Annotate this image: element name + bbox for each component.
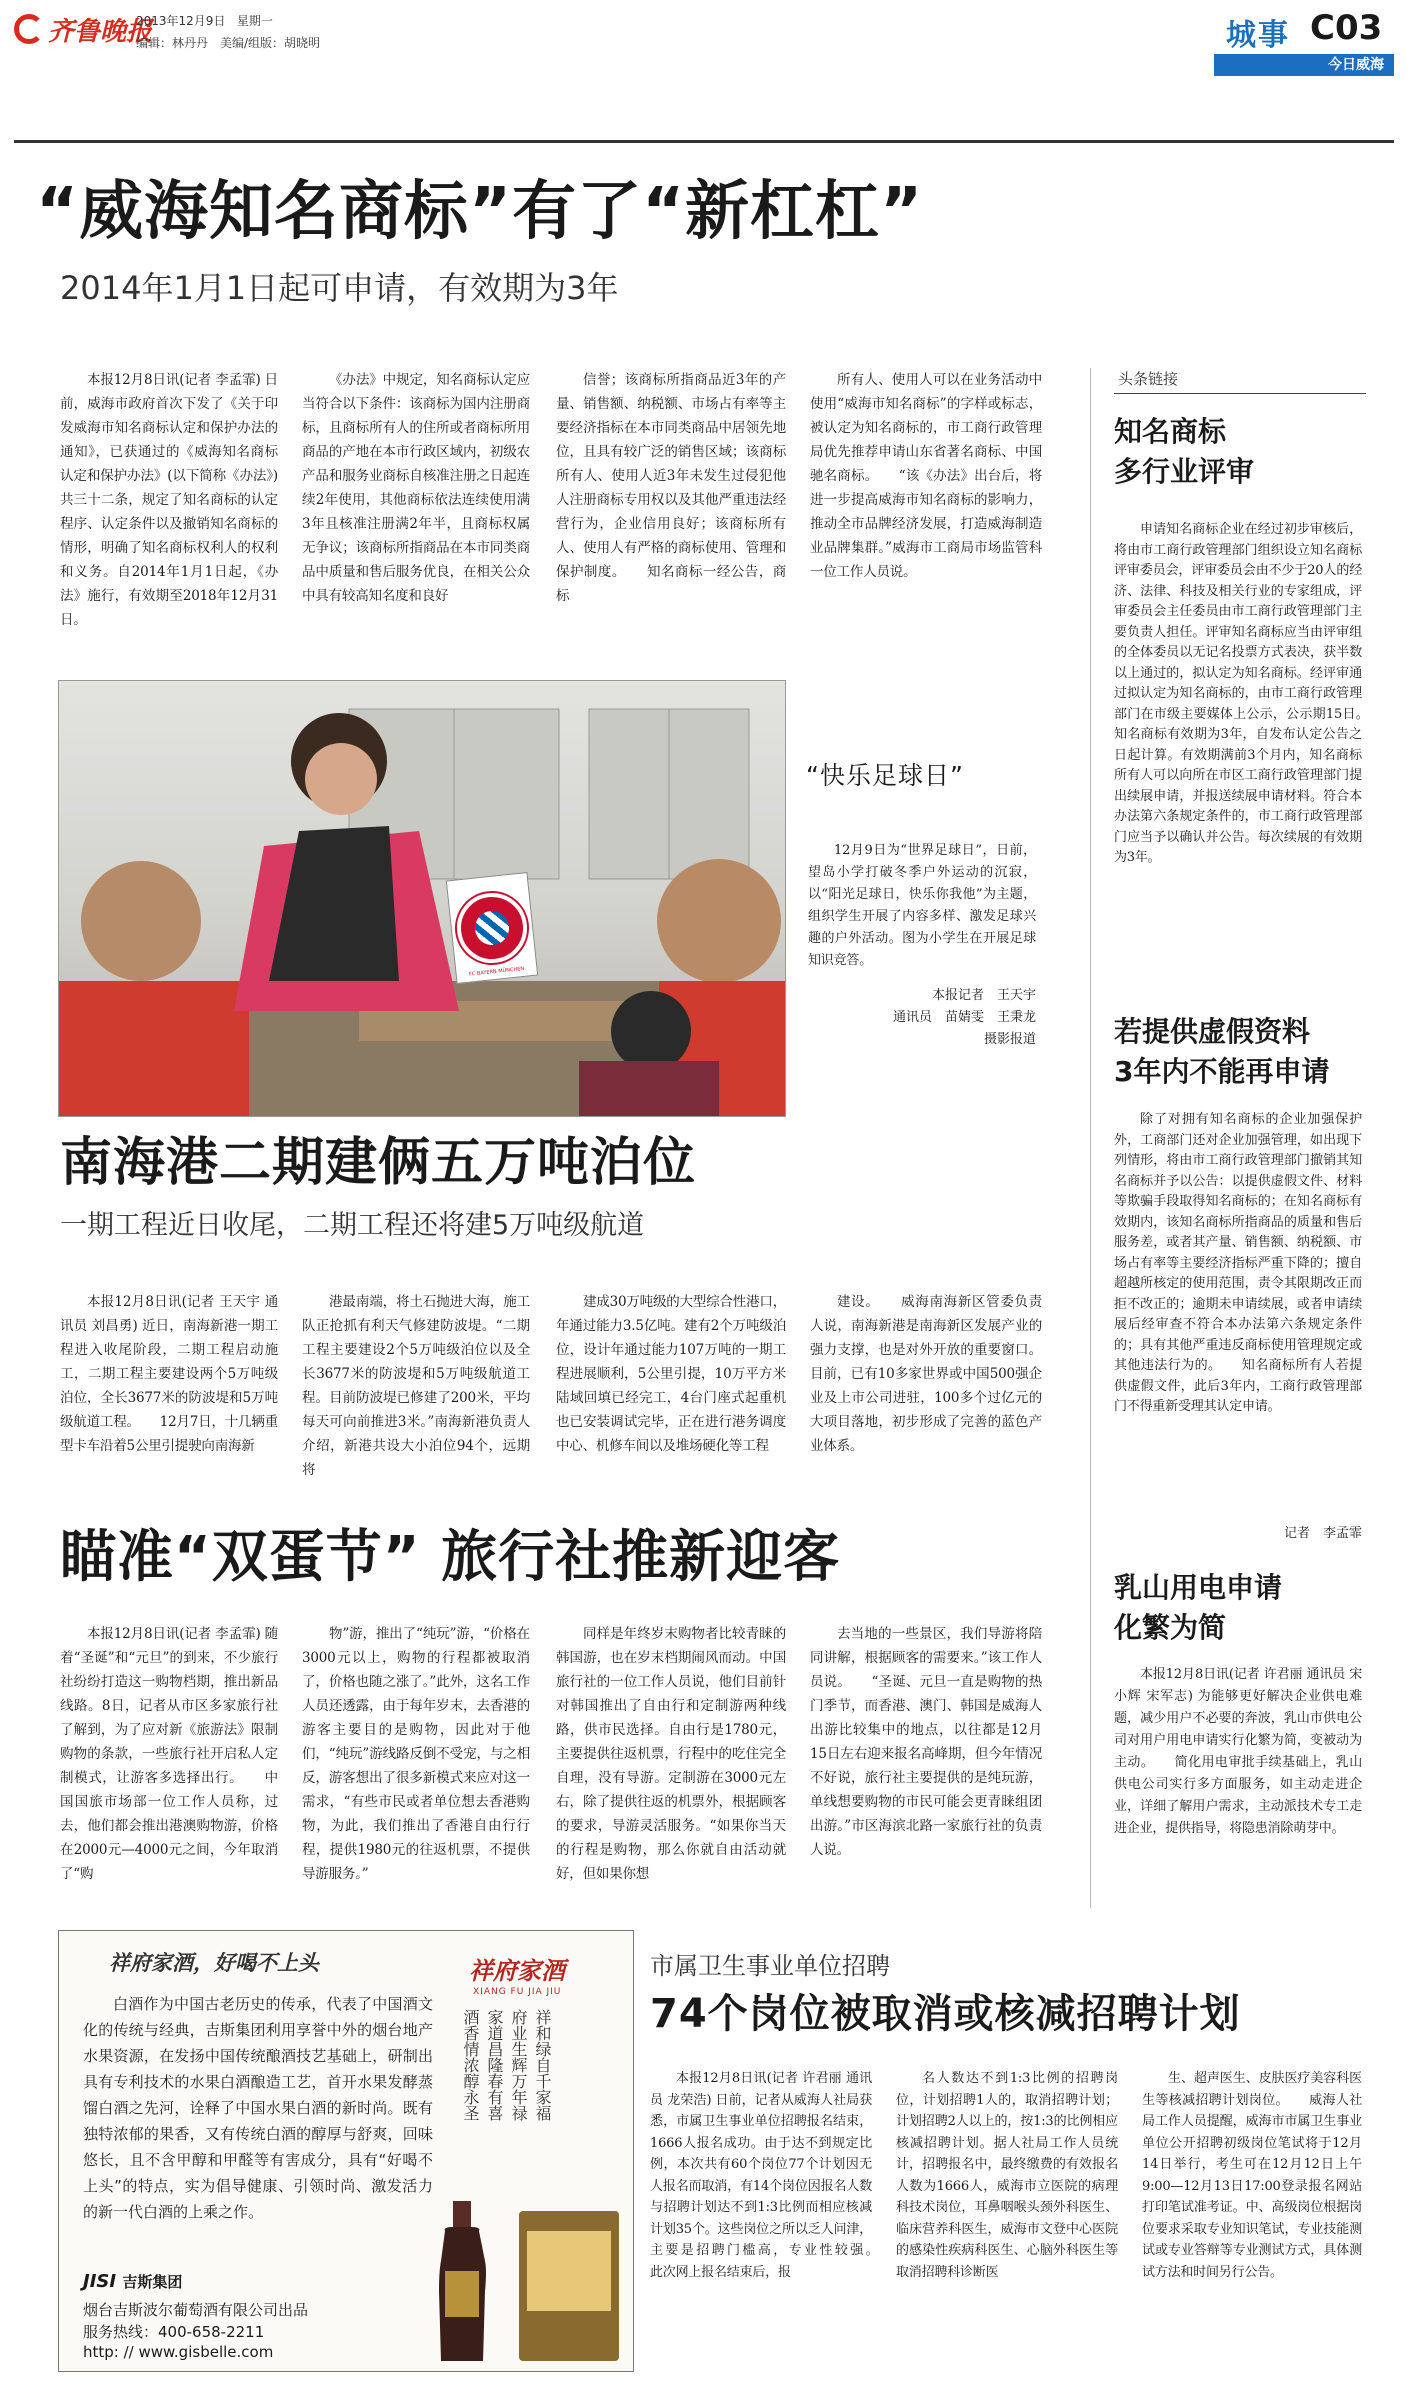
story4-col-2: 名人数达不到1:3比例的招聘岗位，计划招聘1人的，取消招聘计划；计划招聘2人以上的，按1:3的比例相应核减招聘计划。据人社局工作人员统计，招聘报名中，最终缴费的有效报名人数为1666人，威海市立医院的病理科技术岗位，耳鼻咽喉头颈外科医生、临床营养科医生，威海市文登中心医院的感染性疾病科医生、心脑外科医生等取消招聘科诊断医 — [896, 2071, 1118, 2280]
edition-bar — [1214, 54, 1394, 76]
story4-col-3: 生、超声医生、皮肤医疗美容科医生等核减招聘计划岗位。 威海人社局工作人员提醒，威海市市属卫生事业单位公开招聘初级岗位笔试将于12月14日举行，考生可在12月12日上午9:00—12月13日17:00登录报名网站打印笔试准考证。中、高级岗位根据岗位要求采取专业知识笔试，专业技能测试或专业答辩等专业测试方式，具体测试方法和时间另行公告。 — [1142, 2071, 1362, 2280]
story2-col-2: 港最南端，将土石抛进大海，施工队正抢抓有利天气修建防波堤。“二期工程主要建设2个5万吨级泊位以及全长3677米的防波堤和5万吨级航道工程。目前防波堤已修建了200米，平均每天可向前推进3米。”南海新港负责人介绍，新港共设大小泊位94个，远期将 — [302, 1294, 530, 1478]
story3-col-4: 去当地的一些景区，我们导游将陪同讲解，根据顾客的需要来。”该工作人员说。 “圣诞、元旦一直是购物的热门季节，而香港、澳门、韩国是威海人出游比较集中的地点，以往都是12月15日左右迎来报名高峰期，但今年情况不好说，旅行社主要提供的是纯玩游，单线想要购物的市民可能会更青睐组团出游。”市区海滨北路一家旅行社的负责人说。 — [810, 1626, 1042, 1858]
story3-col-3: 同样是年终岁末购物者比较青睐的韩国游，也在岁末档期闹风而动。中国旅行社的一位工作人员说，他们目前针对韩国推出了自由行和定制游两种线路，供市民选择。自由行是1780元，主要提供往返机票，行程中的吃住完全自理，没有导游。定制游在3000元左右，除了提供往返的机票外，根据顾客的要求，导游灵活服务。“如果你当天的行程是购物，那么你就自由活动就好，但如果你想 — [556, 1626, 786, 1882]
quiz-card-badge-text: FC BAYERN MÜNCHEN — [468, 965, 525, 978]
page-number: C03 — [1310, 8, 1383, 48]
ad-poem-line-1: 祥和绿自千家福 — [533, 2009, 552, 2121]
story1-col-3: 信誉；该商标所指商品近3年的产量、销售额、纳税额、市场占有率等主要经济指标在本市同类商品中居领先地位，且具有较广泛的销售区域；该商标所有人、使用人近3年未发生过侵犯他人注册商标专用权以及其他严重违法经营行为，企业信用良好；该商标所有人、使用人有严格的商标使用、管理和保护制度。 知名商标一经公告，商标 — [556, 372, 786, 604]
sidebar-item-2-title: 若提供虚假资料 3年内不能再申请 — [1114, 1015, 1330, 1088]
masthead-editors: 编辑：林丹丹 美编/组版：胡晓明 — [136, 36, 321, 50]
photo-credit-reporter: 本报记者 王天宇 — [931, 988, 1036, 1003]
jisi-logo-mark: JISI — [83, 2271, 117, 2292]
photo-credit-correspondents: 通讯员 苗婧雯 王秉龙 — [892, 1010, 1036, 1025]
masthead-date-line — [136, 12, 273, 29]
sidebar-label: 头条链接 — [1114, 368, 1366, 394]
issue-weekday: 星期一 — [236, 14, 273, 28]
sidebar-divider — [1090, 368, 1091, 1908]
story4-kicker: 市属卫生事业单位招聘 — [650, 1952, 890, 1980]
story2-col-4: 建设。 威海南海新区管委负责人说，南海新港是南海新区发展产业的强力支撑，也是对外开放的重要窗口。目前，已有10多家世界或中国500强企业及上市公司进驻，100多个过亿元的大项目落地，初步形成了完善的蓝色产业体系。 — [810, 1294, 1042, 1454]
story3-headline: 瞄准“双蛋节” 旅行社推新迎客 — [60, 1525, 841, 1590]
issue-date: 2013年12月9日 — [136, 14, 226, 28]
sidebar-item-3-body: 本报12月8日讯(记者 许君丽 通讯员 宋小辉 宋军志) 为能够更好解决企业供电难题，减少用户不必要的奔波，乳山市供电公司对用户用电申请实行化繁为简，变被动为主动。 简化用电审批手续基础上，乳山供电公司实行多方面服务，如主动走进企业，详细了解用户需求，主动派技术专工走进企业，提供指导，将隐患消除萌芽中。 — [1114, 1667, 1362, 1836]
story4-col-1: 本报12月8日讯(记者 许君丽 通讯员 龙荣浩) 日前，记者从威海人社局获悉，市属卫生事业单位招聘报名结束，1666人报名成功。由于达不到规定比例，本次共有60个岗位77个计划因无人报名而取消，有14个岗位因报名人数与招聘计划达不到1:3比例而相应核减计划35个。这些岗位之所以乏人问津，主要是招聘门槛高，专业性较强。 此次网上报名结束后，报 — [650, 2071, 898, 2280]
section-name: 城事 — [1226, 18, 1290, 53]
story2-col-3: 建成30万吨级的大型综合性港口，年通过能力3.5亿吨。建有2个万吨级泊位，设计年通过能力107万吨的一期工程进展顺利，5公里引提，10万平方米陆域回填已经完工，4台门座式起重机也已安装调试完毕，正在进行港务调度中心、机修车间以及堆场硬化等工程 — [556, 1294, 786, 1454]
sidebar-item-3-title: 乳山用电申请 化繁为简 — [1114, 1571, 1283, 1644]
story2-col-1: 本报12月8日讯(记者 王天宇 通讯员 刘昌勇) 近日，南海新港一期工程进入收尾阶段，二期工程启动施工，二期工程主要建设两个5万吨级泊位，全长3677米的防波堤和5万吨级航道工程。 12月7日，十几辆重型卡车沿着5公里引提驶向南海新 — [60, 1294, 278, 1454]
logo-text: 齐鲁晚报 — [48, 16, 153, 47]
header-rule — [14, 140, 1394, 143]
ad-company: 烟台吉斯波尔葡萄酒有限公司出品 — [83, 2301, 309, 2319]
jisi-logo-name: 吉斯集团 — [122, 2273, 183, 2291]
story3-col-2: 物”游，推出了“纯玩”游，“价格在3000元以上，购物的行程都被取消了，价格也随之涨了。”此外，这名工作人员还透露，由于每年岁末，去香港的游客主要目的是购物，因此对于他们，“纯玩”游线路反倒不受宠，与之相反，游客想出了很多新模式来应对这一需求，“有些市民或者单位想去香港购物，为此，我们推出了香港自由行行程，提供1980元的往返机票，不提供导游服务。” — [302, 1626, 530, 1882]
story1-col-2: 《办法》中规定，知名商标认定应当符合以下条件：该商标为国内注册商标，且商标所有人的住所或者商标所用商品的产地在本市行政区域内，初级农产品和服务业商标自核准注册之日起连续2年使用，其他商标依法连续使用满3年且核准注册满2年半，且商标权属无争议；该商标所指商品在本市同类商品中质量和售后服务优良，在相关公众中具有较高知名度和良好 — [302, 372, 530, 604]
logo-swirl-icon — [14, 14, 44, 44]
sidebar-item-2-byline: 记者 李孟霏 — [1283, 1526, 1362, 1541]
story1-subhead: 2014年1月1日起可申请，有效期为3年 — [60, 269, 619, 307]
quiz-card — [446, 872, 538, 984]
ad-brand: 祥府家酒 — [469, 1956, 565, 1985]
story3-col-1: 本报12月8日讯(记者 李孟霏) 随着“圣诞”和“元旦”的到来，不少旅行社纷纷打造这一购物档期，推出新品线路。8日，记者从市区多家旅行社了解到，为了应对新《旅游法》限制购物的条款，一些旅行社开启私人定制模式，让游客多选择出行。 中国国旅市场部一位工作人员称，过去，他们都会推出港澳购物游，价格在2000元—4000元之间，今年取消了“购 — [60, 1626, 278, 1882]
ad-poem — [459, 2009, 553, 2139]
story1-col-4: 所有人、使用人可以在业务活动中使用“威海市知名商标”的字样或标志，被认定为知名商标的，市工商行政管理局优先推荐申请山东省著名商标、中国驰名商标。 “该《办法》出台后，将进一步提高威海市知名商标的影响力，推动全市品牌经济发展，打造威海制造业品牌集群。”威海市工商局市场监管科一位工作人员说。 — [810, 372, 1042, 580]
photo-scene — [59, 681, 785, 1116]
photo-caption: 12月9日为“世界足球日”，日前，望岛小学打破冬季户外运动的沉寂，以“阳光足球日，快乐你我他”为主题，组织学生开展了内容多样、激发足球兴趣的户外活动。图为小学生在开展足球知识竞答。 — [808, 843, 1036, 968]
story2-subhead: 一期工程近日收尾，二期工程还将建5万吨级航道 — [60, 1210, 645, 1241]
ad-hotline: 服务热线：400-658-2211 — [83, 2323, 265, 2341]
masthead-logo — [14, 6, 152, 52]
bayern-logo-icon — [454, 890, 531, 967]
ad-slogan: 祥府家酒，好喝不上头 — [109, 1950, 319, 1975]
ad-poem-line-2: 府业生辉万年禄 — [509, 2009, 528, 2121]
photo-credits — [808, 985, 1036, 1051]
ad-poem-line-3: 家道昌隆春有喜 — [485, 2009, 504, 2121]
ad-poem-line-4: 酒香情浓醇永圣 — [461, 2009, 480, 2121]
sidebar-item-2-body: 除了对拥有知名商标的企业加强保护外，工商部门还对企业加强管理，如出现下列情形，将由市工商行政管理部门撤销其知名商标并予以公告：以提供虚假文件、材料等欺骗手段取得知名商标的；在知名商标有效期内，该知名商标所指商品的质量和售后服务差，或者其产量、销售额、纳税额、市场占有率等主要经济指标严重下降的；擅自超越所核定的使用范围，责令其限期改正而拒不改正的；逾期未申请续展，或者申请续展后经审查不符合本办法第六条规定条件的；具有其他严重违反商标使用管理规定或其他违法行为的。 知名商标所有人若提供虚假文件，此后3年内，工商行政管理部门不得重新受理其认定申请。 — [1114, 1112, 1362, 1414]
edition-name: 今日威海 — [1328, 57, 1384, 73]
story2-headline: 南海港二期建俩五万吨泊位 — [60, 1133, 697, 1193]
story4-headline: 74个岗位被取消或核减招聘计划 — [650, 1991, 1241, 2037]
sidebar-item-1-body: 申请知名商标企业在经过初步审核后，将由市工商行政管理部门组织设立知名商标评审委员会，评审委员会由不少于20人的经济、法律、科技及相关行业的专家组成，评审委员会主任委员由市工商行政管理部门主要负责人担任。评审知名商标应当由评审组的全体委员以无记名投票方式表决，获半数以上通过的，拟认定为知名商标。经评审通过拟认定为知名商标的，由市工商行政管理部门在市级主要媒体上公示，公示期15日。 知名商标有效期为3年，自发布认定公告之日起计算。有效期满前3个月内，知名商标所有人可以向所在市区工商行政管理部门提出续展申请，并报送续展申请材料。符合本办法第六条规定条件的，市工商行政管理部门应当予以确认并公告。每次续展的有效期为3年。 — [1114, 522, 1388, 865]
photo-title: “快乐足球日” — [806, 761, 964, 790]
sidebar-item-1-title: 知名商标 多行业评审 — [1114, 415, 1255, 488]
photo-credit-note: 摄影报道 — [983, 1032, 1036, 1047]
story1-headline: “威海知名商标”有了“新杠杠” — [36, 175, 924, 249]
liquor-advertisement — [58, 1930, 634, 2372]
ad-body: 白酒作为中国古老历史的传承，代表了中国酒文化的传统与经典，吉斯集团利用享誉中外的烟台地产水果资源，在发扬中国传统酿酒技艺基础上，研制出具有专利技术的水果白酒酿造工艺，首开水果发酵蒸馏白酒之先河，诠释了中国水果白酒的新时尚。既有独特浓郁的果香，又有传统白酒的醇厚与舒爽，回味悠长，且不含甲醇和甲醛等有害成分，具有“好喝不上头”的特点，实为倡导健康、引领时尚、激发活力的新一代白酒的上乘之作。 — [83, 1995, 433, 2221]
ad-company-logo — [83, 2271, 182, 2292]
story1-col-1: 本报12月8日讯(记者 李孟霏) 日前，威海市政府首次下发了《关于印发威海市知名商标认定和保护办法的通知》，已获通过的《威海知名商标认定和保护办法》(以下简称《办法》)共三十二条，规定了知名商标的认定程序、认定条件以及撤销知名商标的情形，明确了知名商标权利人的权利和义务。自2014年1月1日起，《办法》施行，有效期至2018年12月31日。 — [60, 372, 278, 628]
liquor-bottle-image — [439, 2171, 629, 2367]
photo-football-quiz — [58, 680, 786, 1117]
ad-brand-pinyin: XIANG FU JIA JIU — [473, 1987, 562, 1997]
ad-url[interactable]: http: // www.gisbelle.com — [83, 2343, 274, 2361]
